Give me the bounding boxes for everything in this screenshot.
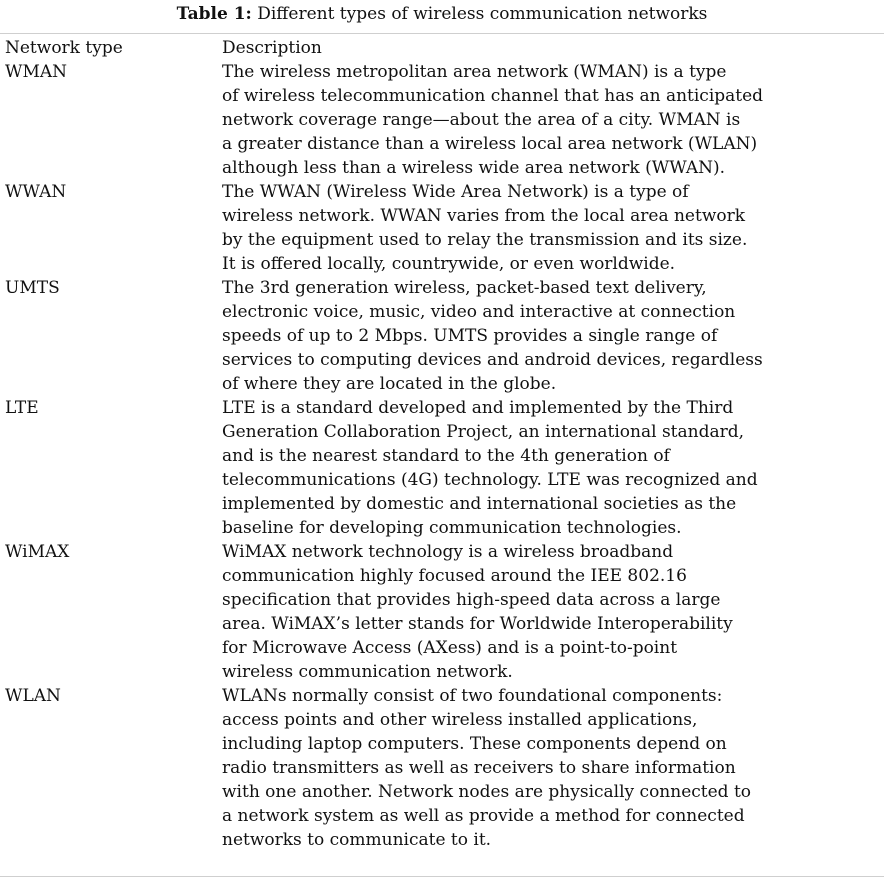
description-line: wireless communication network. [222,662,513,682]
table-row [0,396,884,540]
network-type-cell: WLAN [5,686,61,706]
description-line: speeds of up to 2 Mbps. UMTS provides a single range of [222,326,718,346]
header-description-cell [222,36,882,60]
description-line: services to computing devices and android devices, regardless [222,350,763,370]
description-line: wireless network. WWAN varies from the local area network [222,206,746,226]
description-line: The WWAN (Wireless Wide Area Network) is a type of [222,182,689,202]
description-line: Generation Collaboration Project, an international standard, [222,422,745,442]
header-network-type: Network type [5,38,123,58]
description-line: baseline for developing communication technologies. [222,518,682,538]
description-line: for Microwave Access (AXess) and is a point-to-point [222,638,678,658]
description-line: by the equipment used to relay the transmission and its size. [222,230,748,250]
description-line: networks to communicate to it. [222,830,492,850]
network-type-cell: LTE [5,398,39,418]
description-line: The 3rd generation wireless, packet-based text delivery, [222,278,707,298]
description-line: WiMAX network technology is a wireless broadband [222,542,674,562]
description-line: including laptop computers. These components depend on [222,734,727,754]
network-type-cell: UMTS [5,278,60,298]
description-line: telecommunications (4G) technology. LTE was recognized and [222,470,758,490]
table-top-rule [0,33,884,34]
table-row [0,684,884,852]
table-header-row [0,36,884,60]
table-row [0,60,884,180]
table-caption [0,0,884,28]
description-line: specification that provides high-speed data across a large [222,590,721,610]
table-row [0,276,884,396]
description-line: a network system as well as provide a method for connected [222,806,745,826]
description-line: of where they are located in the globe. [222,374,557,394]
description-line: electronic voice, music, video and interactive at connection [222,302,736,322]
description-line: radio transmitters as well as receivers to share information [222,758,736,778]
table-row [0,540,884,684]
header-description: Description [222,38,322,58]
description-cell [222,684,882,852]
table-row [0,180,884,276]
description-cell [222,276,882,396]
description-line: although less than a wireless wide area network (WWAN). [222,158,726,178]
table-bottom-rule [0,876,884,877]
description-cell [222,180,882,276]
network-type-cell: WWAN [5,182,67,202]
network-type-cell: WMAN [5,62,68,82]
description-line: access points and other wireless installed applications, [222,710,698,730]
description-line: implemented by domestic and international societies as the [222,494,737,514]
description-line: communication highly focused around the IEE 802.16 [222,566,687,586]
description-line: a greater distance than a wireless local area network (WLAN) [222,134,758,154]
description-line: It is offered locally, countrywide, or even worldwide. [222,254,676,274]
table-caption-label: Table 1: [176,4,252,24]
table-caption-text: Different types of wireless communication networks [257,4,708,24]
network-types-table [0,36,884,852]
description-line: area. WiMAX’s letter stands for Worldwide Interoperability [222,614,733,634]
description-line: of wireless telecommunication channel that has an anticipated [222,86,764,106]
description-line: with one another. Network nodes are physically connected to [222,782,752,802]
description-cell [222,396,882,540]
description-line: and is the nearest standard to the 4th generation of [222,446,670,466]
description-line: The wireless metropolitan area network (WMAN) is a type [222,62,727,82]
network-type-cell: WiMAX [5,542,70,562]
description-line: WLANs normally consist of two foundational components: [222,686,723,706]
description-cell [222,540,882,684]
description-cell [222,60,882,180]
description-line: LTE is a standard developed and implemented by the Third [222,398,734,418]
description-line: network coverage range—about the area of a city. WMAN is [222,110,741,130]
